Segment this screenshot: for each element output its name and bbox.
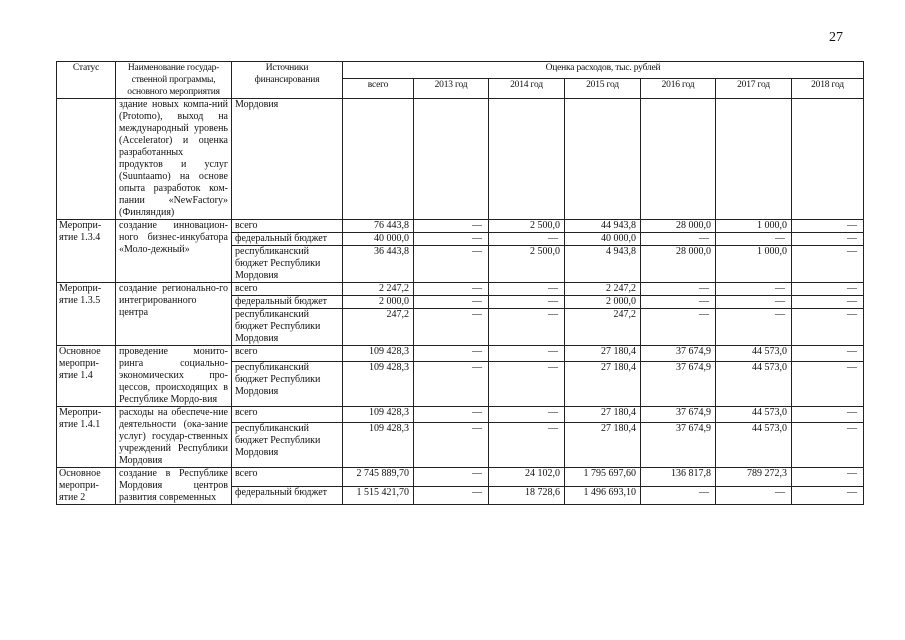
table-row: [57, 220, 864, 233]
year-value-cell: 27 180,4: [565, 346, 641, 362]
source-cell: всего: [232, 346, 343, 362]
source-cell: федеральный бюджет: [232, 486, 343, 505]
source-cell: федеральный бюджет: [232, 296, 343, 309]
year-value-cell: —: [641, 283, 716, 296]
year-value-cell: 2 000,0: [565, 296, 641, 309]
source-cell: всего: [232, 283, 343, 296]
year-value-cell: 37 674,9: [641, 361, 716, 406]
total-value-cell: 76 443,8: [343, 220, 414, 233]
total-value-cell: 109 428,3: [343, 361, 414, 406]
total-value-cell: 2 247,2: [343, 283, 414, 296]
year-value-cell: —: [716, 296, 792, 309]
year-header: 2018 год: [792, 79, 864, 99]
total-value-cell: 36 443,8: [343, 246, 414, 283]
year-value-cell: 44 573,0: [716, 346, 792, 362]
source-cell: всего: [232, 407, 343, 423]
year-header: 2017 год: [716, 79, 792, 99]
year-value-cell: —: [489, 346, 565, 362]
year-value-cell: —: [792, 486, 864, 505]
year-value-cell: —: [414, 233, 489, 246]
year-value-cell: —: [414, 486, 489, 505]
year-value-cell: —: [489, 283, 565, 296]
year-value-cell: —: [414, 220, 489, 233]
year-value-cell: —: [716, 486, 792, 505]
year-value-cell: 4 943,8: [565, 246, 641, 283]
table-row: [57, 468, 864, 487]
year-value-cell: —: [489, 361, 565, 406]
year-value-cell: 789 272,3: [716, 468, 792, 487]
total-header: всего: [343, 79, 414, 99]
year-value-cell: —: [414, 296, 489, 309]
year-value-cell: —: [792, 468, 864, 487]
table-row: [57, 283, 864, 296]
year-value-cell: —: [641, 233, 716, 246]
year-value-cell: 27 180,4: [565, 361, 641, 406]
year-header: 2013 год: [414, 79, 489, 99]
year-value-cell: —: [414, 361, 489, 406]
year-value-cell: —: [641, 486, 716, 505]
status-cell: Меропри-ятие 1.4.1: [57, 407, 116, 468]
year-header: 2015 год: [565, 79, 641, 99]
year-value-cell: 2 500,0: [489, 220, 565, 233]
program-name-header: Наименование государ-ственной программы, основного мероприятия: [116, 62, 232, 99]
program-name-cell: создание инновацион-ного бизнес-инкубатора «Моло-дежный»: [116, 220, 232, 283]
year-value-cell: —: [792, 346, 864, 362]
year-value-cell: —: [641, 296, 716, 309]
year-value-cell: —: [414, 407, 489, 423]
total-value-cell: 247,2: [343, 309, 414, 346]
year-value-cell: —: [489, 407, 565, 423]
year-value-cell: —: [792, 361, 864, 406]
year-value-cell: 27 180,4: [565, 407, 641, 423]
status-cell: Меропри-ятие 1.3.4: [57, 220, 116, 283]
year-value-cell: —: [716, 233, 792, 246]
year-value-cell: 28 000,0: [641, 246, 716, 283]
source-cell: республиканский бюджет Республики Мордовия: [232, 422, 343, 467]
year-value-cell: —: [716, 309, 792, 346]
year-value-cell: —: [792, 296, 864, 309]
year-value-cell: 2 500,0: [489, 246, 565, 283]
program-name-cell: проведение монито-ринга социально-экономических про-цессов, происходящих в Республике Мордо-вия: [116, 346, 232, 407]
year-value-cell: 24 102,0: [489, 468, 565, 487]
year-value-cell: 2 247,2: [565, 283, 641, 296]
year-value-cell: —: [414, 283, 489, 296]
year-value-cell: 44 573,0: [716, 422, 792, 467]
year-value-cell: —: [792, 246, 864, 283]
estimate-header: Оценка расходов, тыс. рублей: [343, 62, 864, 79]
year-value-cell: —: [792, 220, 864, 233]
year-value-cell: —: [792, 283, 864, 296]
table-row: [57, 346, 864, 362]
year-value-cell: —: [641, 309, 716, 346]
year-value-cell: 136 817,8: [641, 468, 716, 487]
program-name-cell: создание регионально-го интегрированного центра: [116, 283, 232, 346]
year-value-cell: —: [489, 422, 565, 467]
year-value-cell: —: [489, 309, 565, 346]
status-cell: Основное меропри-ятие 1.4: [57, 346, 116, 407]
year-value-cell: —: [792, 422, 864, 467]
status-cell: Основное меропри-ятие 2: [57, 468, 116, 505]
header-row: [57, 62, 864, 79]
source-cell: республиканский бюджет Республики Мордовия: [232, 361, 343, 406]
total-value-cell: 109 428,3: [343, 346, 414, 362]
year-value-cell: 37 674,9: [641, 407, 716, 423]
year-value-cell: 1 000,0: [716, 220, 792, 233]
status-cell: Меропри-ятие 1.3.5: [57, 283, 116, 346]
total-value-cell: 1 515 421,70: [343, 486, 414, 505]
source-cell: федеральный бюджет: [232, 233, 343, 246]
total-value-cell: 109 428,3: [343, 407, 414, 423]
source-cell: Мордовия: [232, 99, 343, 220]
year-value-cell: —: [414, 246, 489, 283]
status-cell: [57, 99, 116, 220]
status-header: Статус: [57, 62, 116, 99]
continuation-row: [57, 99, 864, 220]
year-value-cell: 44 943,8: [565, 220, 641, 233]
total-value-cell: 109 428,3: [343, 422, 414, 467]
year-value-cell: 1 795 697,60: [565, 468, 641, 487]
year-value-cell: 44 573,0: [716, 407, 792, 423]
year-header: 2014 год: [489, 79, 565, 99]
year-value-cell: 28 000,0: [641, 220, 716, 233]
year-value-cell: —: [792, 233, 864, 246]
total-value-cell: 2 745 889,70: [343, 468, 414, 487]
year-header: 2016 год: [641, 79, 716, 99]
total-value-cell: 40 000,0: [343, 233, 414, 246]
year-value-cell: —: [414, 468, 489, 487]
source-cell: республиканский бюджет Республики Мордовия: [232, 246, 343, 283]
year-value-cell: 247,2: [565, 309, 641, 346]
source-cell: всего: [232, 220, 343, 233]
year-value-cell: —: [792, 407, 864, 423]
year-value-cell: —: [489, 233, 565, 246]
budget-table: [56, 61, 864, 505]
program-name-cell: здание новых компа-ний (Protomo), выход на международный уровень (Accelerator) и оценка разработанных продуктов и услуг (Suuntaamo) на основе опыта разработок ком-пании «NewFactory» (Финляндия): [116, 99, 232, 220]
source-cell: республиканский бюджет Республики Мордовия: [232, 309, 343, 346]
year-value-cell: 1 000,0: [716, 246, 792, 283]
year-value-cell: 44 573,0: [716, 361, 792, 406]
year-value-cell: —: [414, 309, 489, 346]
total-value-cell: 2 000,0: [343, 296, 414, 309]
program-name-cell: создание в Республике Мордовия центров развития современных: [116, 468, 232, 505]
sources-header: Источники финансирования: [232, 62, 343, 99]
year-value-cell: 37 674,9: [641, 346, 716, 362]
table-row: [57, 407, 864, 423]
year-value-cell: 18 728,6: [489, 486, 565, 505]
year-value-cell: —: [414, 422, 489, 467]
year-value-cell: 1 496 693,10: [565, 486, 641, 505]
year-value-cell: 40 000,0: [565, 233, 641, 246]
year-value-cell: —: [792, 309, 864, 346]
program-name-cell: расходы на обеспече-ние деятельности (ока-зание услуг) государ-ственных учреждений Республики Мордовия: [116, 407, 232, 468]
year-value-cell: —: [716, 283, 792, 296]
page-number: 27: [829, 30, 843, 45]
year-value-cell: —: [414, 346, 489, 362]
year-value-cell: —: [489, 296, 565, 309]
year-value-cell: 37 674,9: [641, 422, 716, 467]
year-value-cell: 27 180,4: [565, 422, 641, 467]
source-cell: всего: [232, 468, 343, 487]
